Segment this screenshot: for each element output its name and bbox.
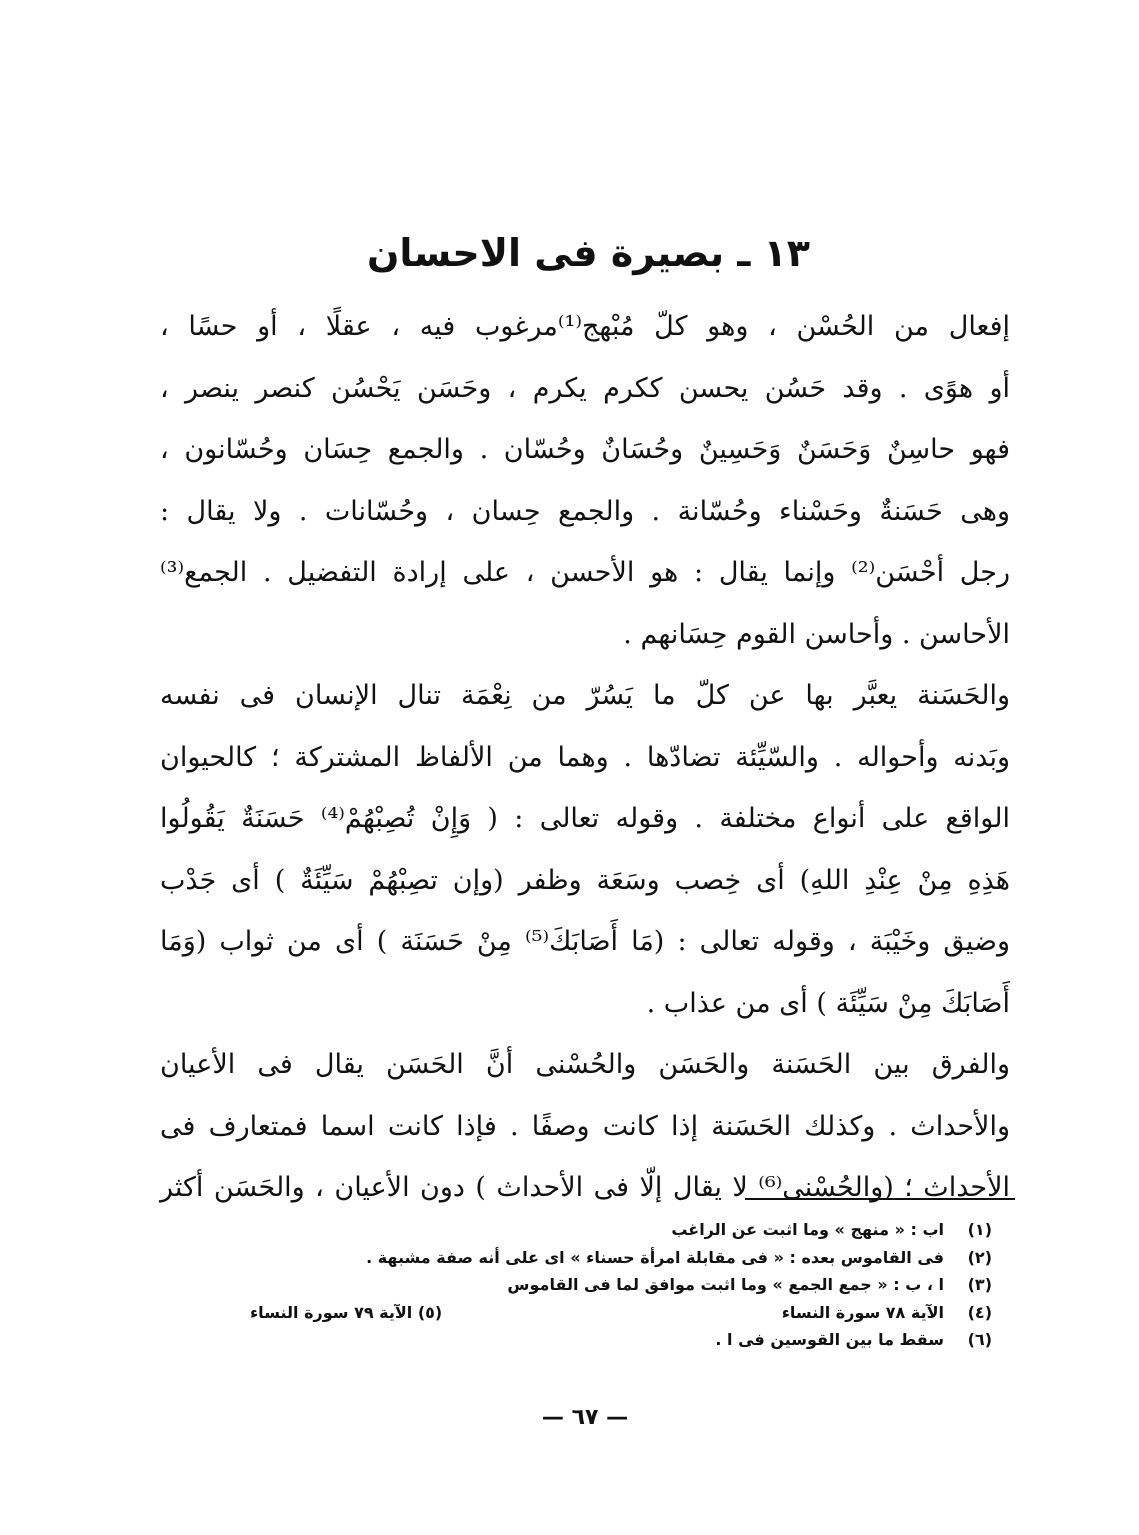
text-line: هَذِهِ مِنْ عِنْدِ اللهِ) أى خِصب وسَعَة وظفر (وإن تصِبْهُمْ سَيِّئَةٌ ) أى جَدْب	[160, 864, 1010, 896]
text-line: الواقع على أنواع مختلفة . وقوله تعالى : ( وَإِنْ تُصِبْهُمْ⁽⁴⁾ حَسَنَةٌ يَقُولُوا	[160, 803, 1010, 834]
footnote-item	[250, 1326, 992, 1354]
text-line: والحَسَنة يعبَّر بها عن كلّ ما يَسُرّ من نِعْمَة تنال الإنسان فى نفسه	[160, 680, 1010, 711]
paragraph-3	[160, 1034, 1010, 1219]
footnote-number: (٦)	[967, 1330, 992, 1349]
text-line: وبَدنه وأحواله . والسّيِّئة تضادّها . وهما من الألفاظ المشتركة ؛ كالحيوان	[160, 741, 1010, 773]
footnote-item	[250, 1299, 992, 1327]
footnote-number: (٢)	[967, 1247, 992, 1267]
text-line: وهى حَسَنةٌ وحَسْناء وحُسّانة . والجمع حِسان ، وحُسّانات . ولا يقال :	[160, 495, 1010, 527]
body-text	[160, 296, 1010, 1219]
footnote-text: سقط ما بين القوسين فى ا .	[715, 1330, 944, 1349]
footnote-text: اب : « منهج » وما اثبت عن الراغب	[671, 1220, 944, 1239]
text-line: أو هوًى . وقد حَسُن يحسن ككرم يكرم ، وحَسَن يَحْسُن كنصر ينصر ،	[160, 372, 1010, 404]
text-line: الأحداث ؛ (والحُسْنى⁽⁶⁾ لا يقال إلّا فى الأحداث ) دون الأعيان ، والحَسَن أكثر	[160, 1172, 1010, 1203]
footnote-item	[250, 1271, 992, 1299]
paragraph-2	[160, 665, 1010, 1034]
footnotes	[250, 1216, 992, 1354]
footnote-number: (٤)	[967, 1302, 992, 1322]
footnote-text: (٥) الآية ٧٩ سورة النساء	[250, 1302, 443, 1322]
footnote-item	[250, 1216, 992, 1244]
footnote-text: الآية ٧٨ سورة النساء	[781, 1302, 944, 1322]
text-line: والفرق بين الحَسَنة والحَسَن والحُسْنى أنَّ الحَسَن يقال فى الأعيان	[160, 1049, 1010, 1080]
text-line: الأحاسن . وأحاسن القوم حِسَانهم .	[623, 618, 1010, 650]
footnote-text-pair	[250, 1299, 944, 1327]
page-number: — ٦٧ —	[541, 1405, 629, 1430]
chapter-title: ١٣ ـ بصيرة فى الاحسان	[367, 231, 810, 275]
footnote-text: فى القاموس بعده : « فى مقابلة امرأة حسناء » اى على أنه صفة مشبهة .	[366, 1247, 944, 1267]
text-line: إفعال من الحُسْن ، وهو كلّ مُبْهج⁽¹⁾مرغوب فيه ، عقلًا ، أو حسًا ،	[160, 311, 1010, 342]
text-line: وضيق وخَيْبَة ، وقوله تعالى : (مَا أَصَابَكَ⁽⁵⁾ مِنْ حَسَنَة ) أى من ثواب (وَمَا	[160, 926, 1011, 957]
footnote-number: (١)	[967, 1220, 992, 1239]
text-line: رجل أحْسَن⁽²⁾ وإنما يقال : هو الأحسن ، على إرادة التفضيل . الجمع⁽³⁾	[160, 557, 1010, 588]
text-line: فهو حاسِنٌ وَحَسَنٌ وَحَسِينٌ وحُسَانٌ وحُسّان . والجمع حِسَان وحُسّانون ،	[160, 434, 1010, 465]
text-line: أَصَابَكَ مِنْ سَيِّئَة ) أى من عذاب .	[646, 987, 1010, 1019]
footnote-number: (٣)	[967, 1275, 992, 1294]
footnote-divider	[745, 1198, 1015, 1200]
text-line: والأحداث . وكذلك الحَسَنة إذا كانت وصفًا . فإذا كانت اسما فمتعارف فى	[160, 1110, 1010, 1142]
paragraph-1	[160, 296, 1010, 665]
footnote-text: ا ، ب : « جمع الجمع » وما اثبت موافق لما فى القاموس	[507, 1275, 944, 1294]
footnote-item	[250, 1244, 992, 1272]
